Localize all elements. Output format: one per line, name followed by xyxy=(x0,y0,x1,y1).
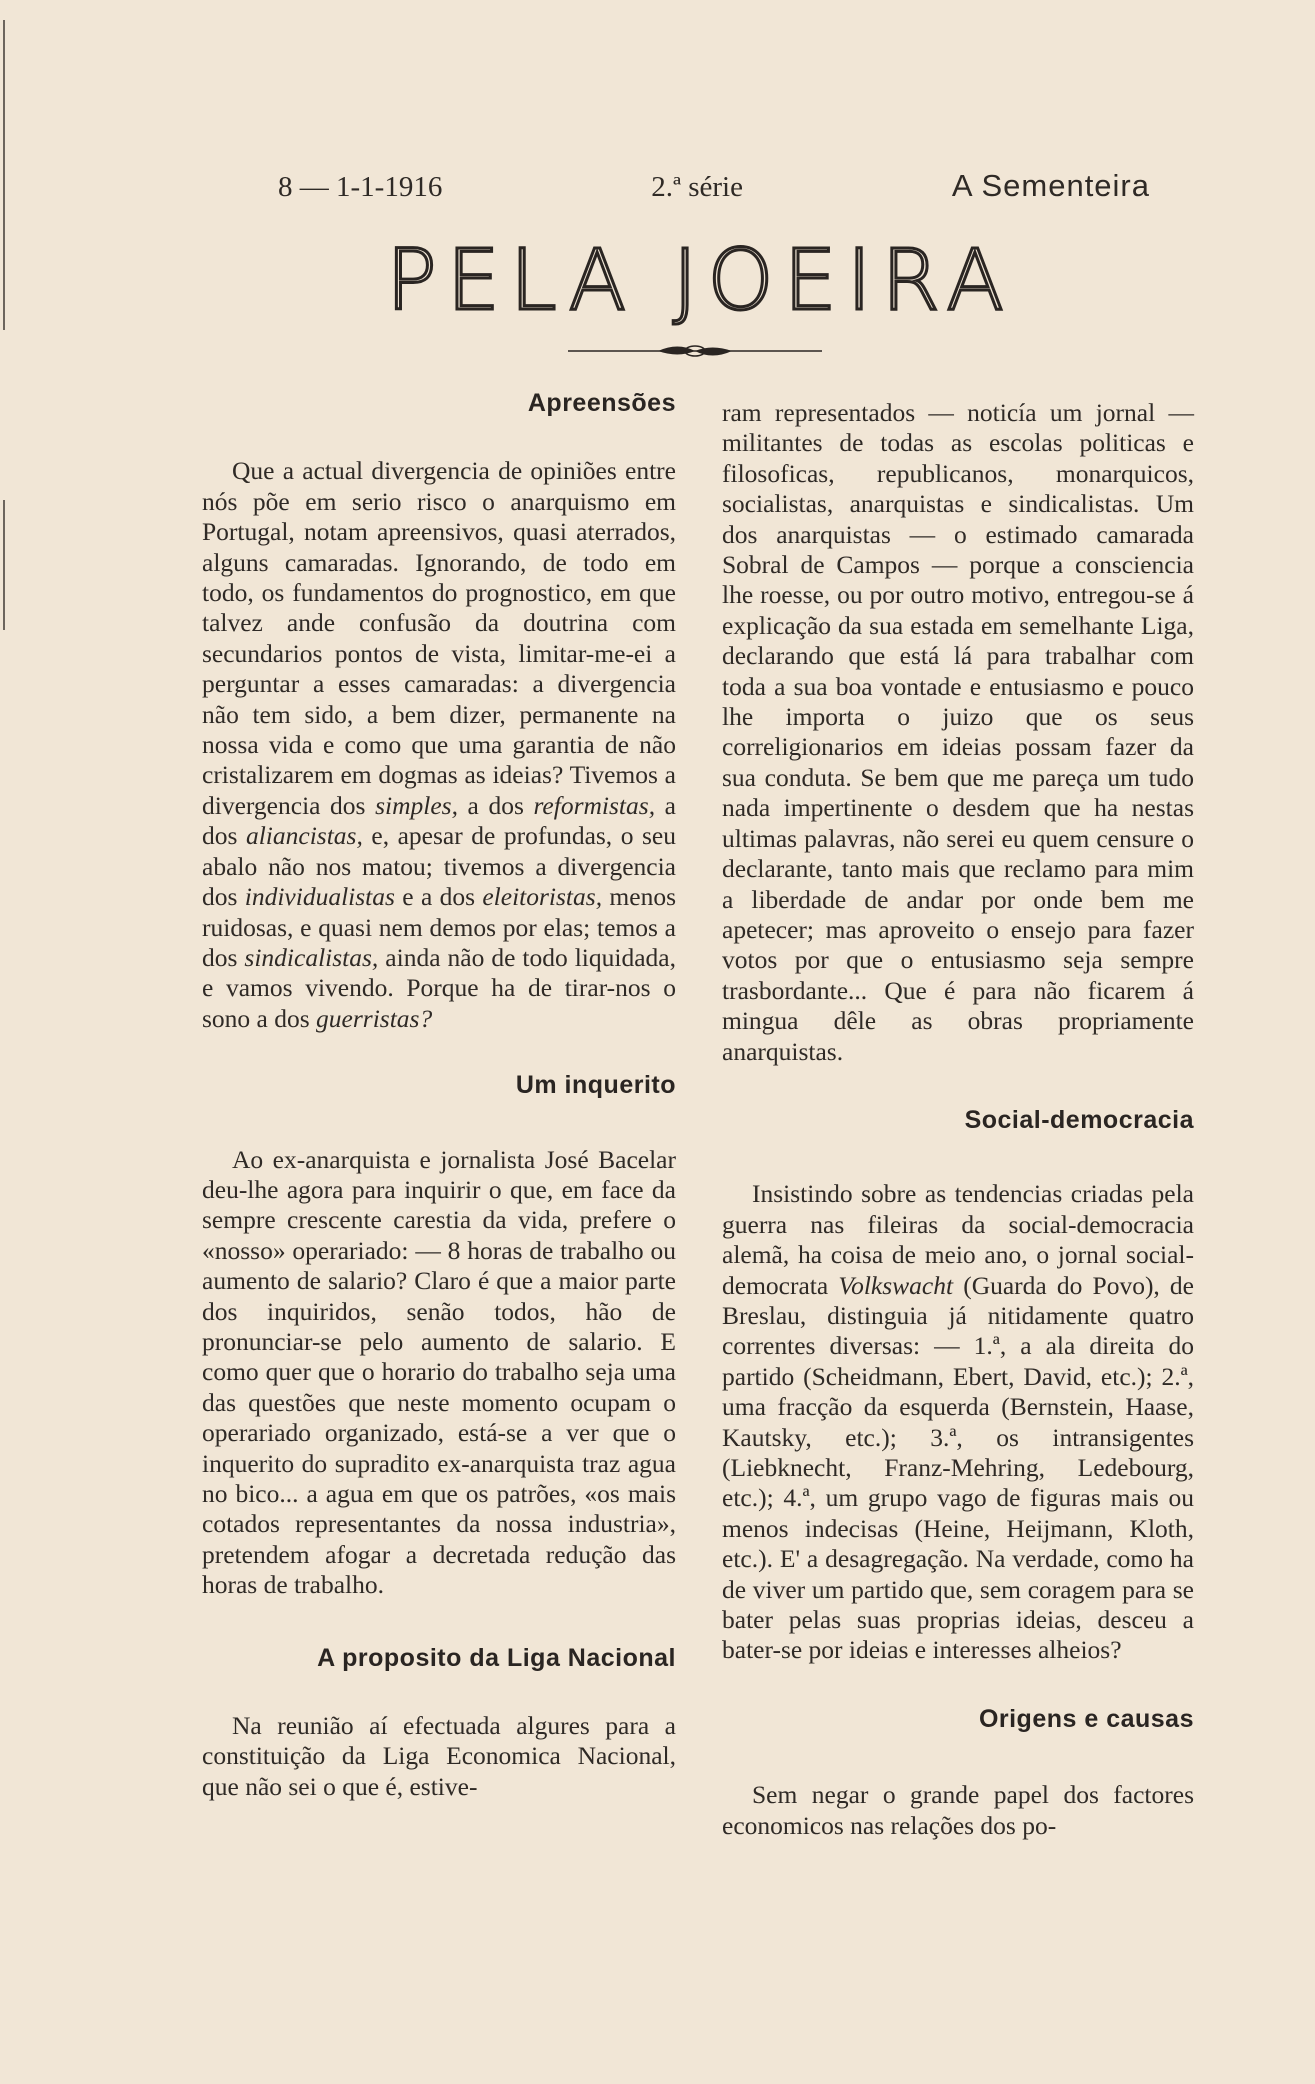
paragraph-liga-continued: ram representados — noticía um jornal — militantes de todas as escolas politicas e filosoficas, republicanos, monarquicos, socialistas, anarquistas e sindicalistas. Um dos anarquistas — o estimado camarada Sobral de Campos — porque a consciencia lhe roesse, ou por outro motivo, entregou-se á explicação da sua estada em semelhante Liga, declarando que está lá para trabalhar com toda a sua boa vontade e entusiasmo e pouco lhe importa o juizo que os seus correligionarios em ideias possam fazer da sua conduta. Se bem que me pareça um tudo nada impertinente o desdem que ha nestas ultimas palavras, não serei eu quem censure o declarante, tanto mais que reclamo para mim a liberdade de andar por onde bem me apetecer; mas aproveito o ensejo para fazer votos por que o entusiasmo seja sempre trasbordante... Que é para não ficarem á mingua dêle as obras propriamente anarquistas. xyxy=(722,398,1194,1066)
paragraph-social-democracia: Insistindo sobre as tendencias criadas pela guerra nas fileiras da social-democracia alemã, ha coisa de meio ano, o jornal social-democrata Volkswacht (Guarda do Povo), de Breslau, distinguia já nitidamente quatro correntes diversas: — 1.ª, a ala direita do partido (Scheidmann, Ebert, David, etc.); 2.ª, uma fracção da esquerda (Bernstein, Haase, Kautsky, etc.); 3.ª, os intransigentes (Liebknecht, Franz-Mehring, Ledebourg, etc.); 4.ª, um grupo vago de figuras mais ou menos indecisas (Heine, Heijmann, Kloth, etc.). E' a desagregação. Na verdade, como ha de viver um partido que, sem coragem para se bater pelas suas proprias ideias, desceu a bater-se por ideias e interesses alheios? xyxy=(722,1179,1195,1665)
paragraph-origens: Sem negar o grande papel dos factores economicos nas relações dos po- xyxy=(722,1780,1194,1840)
ornament-divider-icon xyxy=(568,340,822,362)
heading-liga-nacional: A proposito da Liga Nacional xyxy=(317,1643,676,1672)
issue-date: 8 — 1-1-1916 xyxy=(278,171,443,203)
series-label: 2.ª série xyxy=(651,171,743,203)
page-edge-mark xyxy=(3,20,5,330)
journal-name: A Sementeira xyxy=(951,168,1150,203)
paragraph-liga-start: Na reunião aí efectuada algures para a constituição da Liga Economica Nacional, que não sei o que é, estive- xyxy=(202,1711,676,1801)
page-header xyxy=(278,168,1150,212)
page-edge-mark xyxy=(3,500,5,630)
section-masthead: PELA JOEIRA xyxy=(386,231,1014,329)
left-column xyxy=(202,388,676,1802)
right-column xyxy=(722,398,1194,1841)
heading-apreensoes: Apreensões xyxy=(527,389,676,417)
paragraph-apreensoes: Que a actual divergencia de opiniões entre nós põe em serio risco o anarquismo em Portugal, notam apreensivos, quasi aterrados, alguns camaradas. Ignorando, de todo em todo, os fundamentos do prognostico, em que talvez ande confusão da doutrina com secundarios pontos de vista, limitar-me-ei a perguntar a esses camaradas: a divergencia não tem sido, a bem dizer, permanente na nossa vida e como que uma garantia de não cristalizarem em dogmas as ideias? Tivemos a divergencia dos simples, a dos reformistas, a dos aliancistas, e, apesar de profundas, o seu abalo não nos matou; tivemos a divergencia dos individualistas e a dos eleitoristas, menos ruidosas, e quasi nem demos por elas; temos a dos sindicalistas, ainda não de todo liquidada, e vamos vivendo. Porque ha de tirar-nos o sono a dos guerristas? xyxy=(202,456,676,1033)
heading-origens-causas: Origens e causas xyxy=(978,1704,1194,1733)
heading-social-democracia: Social-democracia xyxy=(964,1105,1194,1134)
paragraph-inquerito: Ao ex-anarquista e jornalista José Bacelar deu-lhe agora para inquirir o que, em face da sempre crescente carestia da vida, prefere o «nosso» operariado: — 8 horas de trabalho ou aumento de salario? Claro é que a maior parte dos inquiridos, senão todos, hão de pronunciar-se pelo aumento de salario. E como quer que o horario do trabalho seja uma das questões que neste momento ocupam o operariado organizado, está-se a ver que o inquerito do supradito ex-anarquista traz agua no bico... a agua em que os patrões, «os mais cotados representantes da nossa industria», pretendem afogar a decretada redução das horas de trabalho. xyxy=(202,1144,676,1600)
heading-inquerito: Um inquerito xyxy=(515,1071,676,1100)
